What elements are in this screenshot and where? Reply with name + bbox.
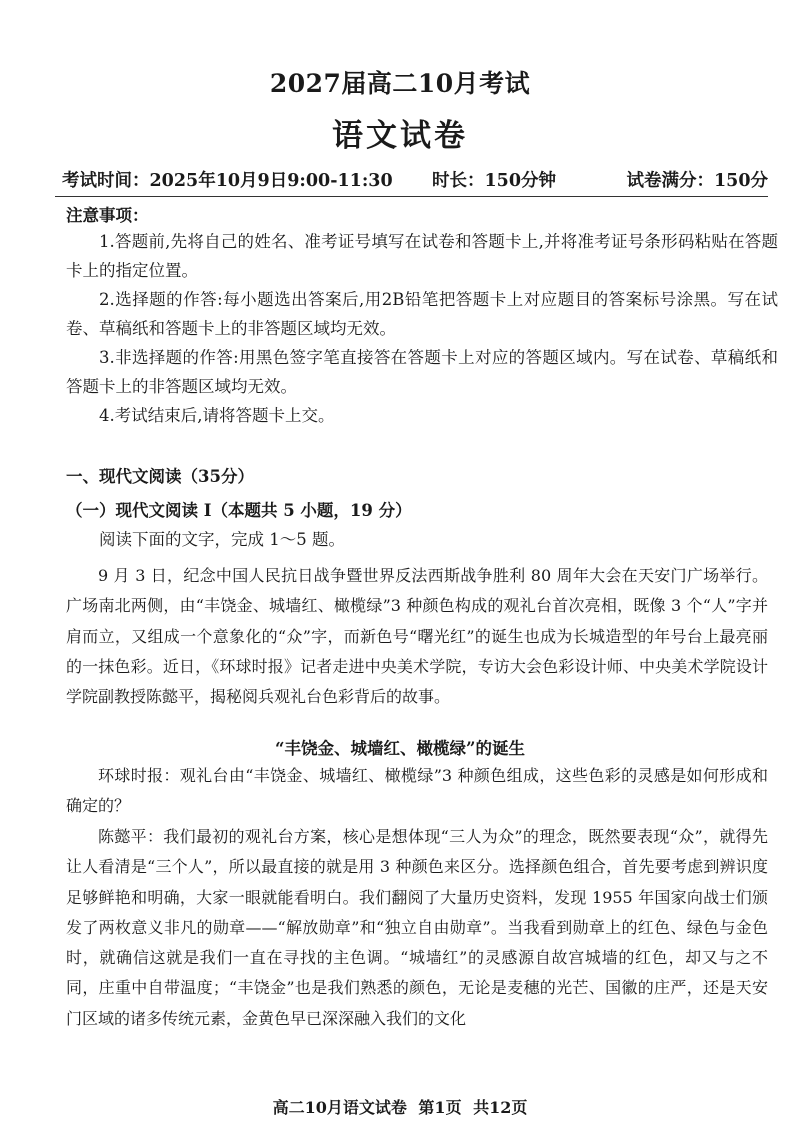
notice-item: 1.答题前,先将自己的姓名、准考证号填写在试卷和答题卡上,并将准考证号条形码粘贴在答题卡上的指定位置。 bbox=[66, 232, 778, 280]
notice-item: 2.选择题的作答:每小题选出答案后,用2B铅笔把答题卡上对应题目的答案标号涂黑。写在试卷、草稿纸和答题卡上的非答题区域均无效。 bbox=[66, 290, 778, 338]
interview-answer: 陈懿平：我们最初的观礼台方案，核心是想体现“三人为众”的理念，既然要表现“众”，就得先让人看清是“三个人”，所以最直接的就是用 3 种颜色来区分。选择颜色组合，首先要考虑到辨识度足够鲜艳和明确，大家一眼就能看明白。我们翻阅了大量历史资料，发现 1955 年国家向战士们颁发了两枚意义非凡的勋章——“解放勋章”和“独立自由勋章”。当我看到勋章上的红色、绿色与金色时，就确信这就是我们一直在寻找的主色调。“城墙红”的灵感源自故宫城墙的红色，却又与之不同，庄重中自带温度；“丰饶金”也是我们熟悉的颜色，无论是麦穗的光芒、国徽的庄严，还是天安门区域的诸多传统元素，金黄色早已深深融入我们的文化 bbox=[66, 827, 768, 1028]
article-title: “丰饶金、城墙红、橄榄绿”的诞生 bbox=[275, 739, 525, 758]
reading-instruction: 阅读下面的文字，完成 1～5 题。 bbox=[99, 530, 345, 549]
exam-time: 考试时间：2025年10月9日9:00-11:30 bbox=[62, 171, 393, 191]
subsection-title: （一）现代文阅读 I（本题共 5 小题，19 分） bbox=[66, 501, 412, 520]
paper-title: 语文试卷 bbox=[332, 118, 468, 154]
header-divider bbox=[55, 196, 768, 197]
notice-heading: 注意事项： bbox=[66, 206, 149, 225]
exam-title: 2027届高二10月考试 bbox=[269, 69, 531, 98]
interview-question: 环球时报：观礼台由“丰饶金、城墙红、橄榄绿”3 种颜色组成，这些色彩的灵感是如何形成和确定的？ bbox=[66, 766, 768, 816]
notice-item: 3.非选择题的作答:用黑色签字笔直接答在答题卡上对应的答题区域内。写在试卷、草稿纸和答题卡上的非答题区域均无效。 bbox=[66, 348, 778, 396]
exam-duration: 时长：150分钟 bbox=[432, 171, 557, 191]
section-title: 一、现代文阅读（35分） bbox=[66, 467, 254, 486]
article-intro: 9 月 3 日，纪念中国人民抗日战争暨世界反法西斯战争胜利 80 周年大会在天安门广场举行。广场南北两侧，由“丰饶金、城墙红、橄榄绿”3 种颜色构成的观礼台首次亮相，既像 3 个“人”字并肩而立，又组成一个意象化的“众”字，而新色号“曙光红”的诞生也成为长城造型的年号台上最亮丽的一抹色彩。近日，《环球时报》记者走进中央美术学院，专访大会色彩设计师、中央美术学院设计学院副教授陈懿平，揭秘阅兵观礼台色彩背后的故事。 bbox=[66, 566, 768, 707]
notice-item: 4.考试结束后,请将答题卡上交。 bbox=[99, 406, 335, 425]
exam-full-score: 试卷满分：150分 bbox=[626, 171, 768, 191]
page-footer: 高二10月语文试卷 第1页 共12页 bbox=[272, 1098, 528, 1117]
